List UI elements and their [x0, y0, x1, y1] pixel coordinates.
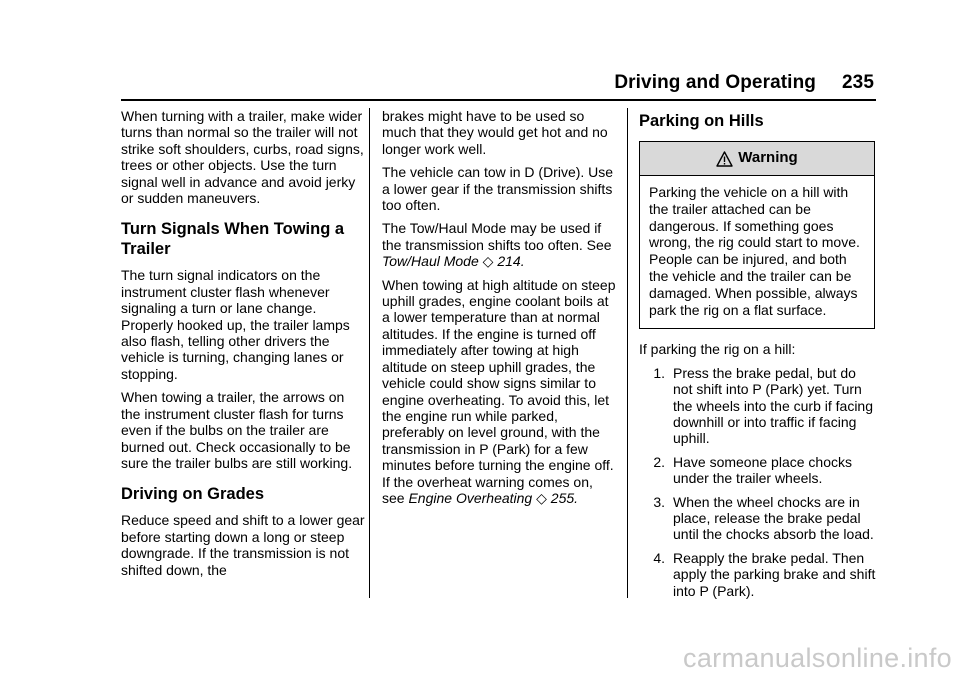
- steps-intro: If parking the rig on a hill:: [639, 341, 796, 358]
- page-header: [614, 72, 874, 94]
- column-divider: [627, 108, 628, 598]
- page-number: 235: [841, 72, 874, 93]
- paragraph: Reduce speed and shift to a lower gear before starting down a long or steep downgrade. If the transmission is not shifted down, the: [121, 512, 365, 578]
- list-item: 2. Have someone place chocks under the trailer wheels.: [653, 453, 852, 487]
- paragraph: When turning with a trailer, make wider turns than normal so the trailer will not strike soft shoulders, curbs, road signs, trees or other objects. Use the turn signal well in advance and avoid jerky or sudden maneuvers.: [121, 108, 364, 207]
- heading-turn-signals: Turn Signals When Towing a Trailer: [121, 220, 345, 259]
- column-2: [382, 108, 618, 513]
- paragraph: The Tow/Haul Mode may be used if the transmission shifts too often. See Tow/Haul Mode ◇ 214.: [382, 220, 612, 270]
- heading-driving-on-grades: Driving on Grades: [121, 485, 265, 504]
- list-item: 4. Reapply the brake pedal. Then apply the parking brake and shift into P (Park).: [653, 549, 876, 599]
- paragraph: The turn signal indicators on the instrument cluster flash whenever signaling a turn or lane change. Properly hooked up, the trailer lamps also flash, telling other drivers the vehicle is turning, changing lanes or stopping.: [121, 267, 350, 382]
- column-divider: [369, 108, 370, 598]
- steps-list: [639, 365, 879, 599]
- paragraph: When towing a trailer, the arrows on the instrument cluster flash for turns even if the bulbs on the trailer are burned out. Check occasionally to be sure the trailer bulbs are still working.: [121, 389, 353, 471]
- column-1: [121, 108, 366, 585]
- warning-header: [640, 142, 874, 176]
- header-rule: [121, 99, 876, 101]
- warning-box: [639, 141, 875, 329]
- warning-icon: [716, 151, 733, 167]
- heading-parking-on-hills: Parking on Hills: [639, 112, 764, 130]
- page-ref-icon: ◇: [536, 489, 547, 506]
- page-ref-icon: ◇: [482, 253, 494, 270]
- paragraph: brakes might have to be used so much that they would get hot and no longer work well.: [382, 108, 608, 157]
- paragraph: When towing at high altitude on steep uphill grades, engine coolant boils at a lower temperature than at normal altitudes. If the engine is turned off immediately after towing at high altitude on steep uphill grades, the vehicle could show signs similar to engine overheating. To avoid this, let the engine run while parked, preferably on level ground, with the transmission in P (Park) for a few minutes before turning the engine off. If the overheat warning comes on, see Engine Overheating ◇ 255.: [382, 276, 616, 506]
- paragraph: The vehicle can tow in D (Drive). Use a lower gear if the transmission shifts too often.: [382, 164, 614, 214]
- list-item: 3. When the wheel chocks are in place, release the brake pedal until the chocks absorb the load.: [653, 493, 874, 543]
- watermark: carmanualsonline.info: [683, 643, 952, 673]
- cross-reference-tow-haul[interactable]: Tow/Haul Mode ◇ 214.: [382, 253, 525, 270]
- list-item: 1. Press the brake pedal, but do not shift into P (Park) yet. Turn the wheels into the curb if facing downhill or into traffic if facing uphill.: [653, 364, 874, 447]
- section-title: Driving and Operating: [614, 72, 816, 93]
- column-3: [639, 108, 879, 606]
- cross-reference-engine-overheating[interactable]: Engine Overheating ◇ 255.: [408, 489, 579, 506]
- warning-title: Warning: [738, 149, 798, 167]
- warning-body: Parking the vehicle on a hill with the trailer attached can be dangerous. If something goes wrong, the rig could start to move. People can be injured, and both the vehicle and the trailer can be damaged. When possible, always park the rig on a flat surface.: [649, 184, 860, 318]
